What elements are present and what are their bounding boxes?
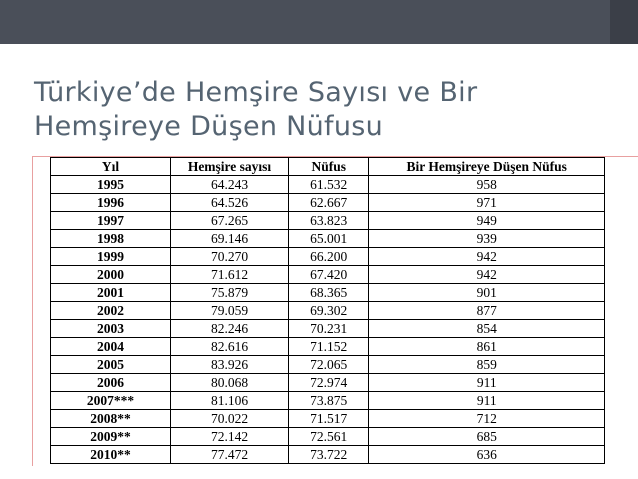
table-body [51,176,605,464]
population-per-nurse-cell: 942 [369,248,605,266]
nurse-count-cell: 79.059 [170,302,288,320]
population-cell: 66.200 [289,248,369,266]
table-row [51,356,605,374]
population-cell: 68.365 [289,284,369,302]
table-row [51,410,605,428]
population-per-nurse-cell: 939 [369,230,605,248]
nurse-count-cell: 70.022 [170,410,288,428]
table-row [51,446,605,464]
population-cell: 72.561 [289,428,369,446]
year-cell: 1998 [51,230,171,248]
nurse-count-cell: 83.926 [170,356,288,374]
year-cell: 2009** [51,428,171,446]
table-row [51,320,605,338]
population-cell: 70.231 [289,320,369,338]
nurse-count-cell: 75.879 [170,284,288,302]
nurse-count-cell: 82.616 [170,338,288,356]
nurse-count-cell: 80.068 [170,374,288,392]
population-cell: 63.823 [289,212,369,230]
population-per-nurse-cell: 636 [369,446,605,464]
year-cell: 1995 [51,176,171,194]
table-row [51,194,605,212]
population-per-nurse-cell: 712 [369,410,605,428]
nurse-count-cell: 77.472 [170,446,288,464]
nurse-count-cell: 72.142 [170,428,288,446]
population-cell: 61.532 [289,176,369,194]
slide-title-line-1: Türkiye’de Hemşire Sayısı ve Bir [34,77,478,108]
population-cell: 71.152 [289,338,369,356]
nurse-count-cell: 69.146 [170,230,288,248]
table-row [51,428,605,446]
year-cell: 2005 [51,356,171,374]
nurse-count-cell: 64.243 [170,176,288,194]
population-per-nurse-cell: 942 [369,266,605,284]
header-nurse-count: Hemşire sayısı [170,158,288,176]
population-per-nurse-cell: 911 [369,392,605,410]
nurse-count-cell: 82.246 [170,320,288,338]
header-population-per-nurse: Bir Hemşireye Düşen Nüfus [369,158,605,176]
population-per-nurse-cell: 911 [369,374,605,392]
table-row [51,248,605,266]
year-cell: 2004 [51,338,171,356]
population-cell: 72.974 [289,374,369,392]
table-row [51,302,605,320]
population-per-nurse-cell: 854 [369,320,605,338]
population-cell: 69.302 [289,302,369,320]
population-per-nurse-cell: 861 [369,338,605,356]
year-cell: 1997 [51,212,171,230]
year-cell: 2008** [51,410,171,428]
year-cell: 2006 [51,374,171,392]
population-cell: 65.001 [289,230,369,248]
table-row [51,374,605,392]
nurse-count-cell: 64.526 [170,194,288,212]
table-row [51,338,605,356]
population-per-nurse-cell: 685 [369,428,605,446]
population-cell: 73.722 [289,446,369,464]
year-cell: 1996 [51,194,171,212]
year-cell: 2003 [51,320,171,338]
slide-top-bar [0,0,638,44]
population-cell: 72.065 [289,356,369,374]
population-cell: 71.517 [289,410,369,428]
table-row [51,212,605,230]
year-cell: 2007*** [51,392,171,410]
population-per-nurse-cell: 949 [369,212,605,230]
nurse-count-cell: 81.106 [170,392,288,410]
table-row [51,284,605,302]
table-row [51,266,605,284]
slide-title-line-2: Hemşireye Düşen Nüfusu [34,111,384,142]
header-population: Nüfus [289,158,369,176]
header-year: Yıl [51,158,171,176]
population-per-nurse-cell: 877 [369,302,605,320]
table-footnote-cut-off [88,466,588,479]
population-per-nurse-cell: 901 [369,284,605,302]
year-cell: 2010** [51,446,171,464]
population-per-nurse-cell: 859 [369,356,605,374]
slide-top-bar-accent [610,0,638,44]
table-row [51,392,605,410]
year-cell: 1999 [51,248,171,266]
population-per-nurse-cell: 971 [369,194,605,212]
table-row [51,230,605,248]
nurse-count-cell: 67.265 [170,212,288,230]
year-cell: 2002 [51,302,171,320]
table-row [51,176,605,194]
nurse-population-table [50,157,605,464]
slide-title [34,76,594,144]
year-cell: 2000 [51,266,171,284]
year-cell: 2001 [51,284,171,302]
population-cell: 67.420 [289,266,369,284]
population-per-nurse-cell: 958 [369,176,605,194]
population-cell: 73.875 [289,392,369,410]
nurse-count-cell: 70.270 [170,248,288,266]
population-cell: 62.667 [289,194,369,212]
nurse-count-cell: 71.612 [170,266,288,284]
table-header-row [51,158,605,176]
